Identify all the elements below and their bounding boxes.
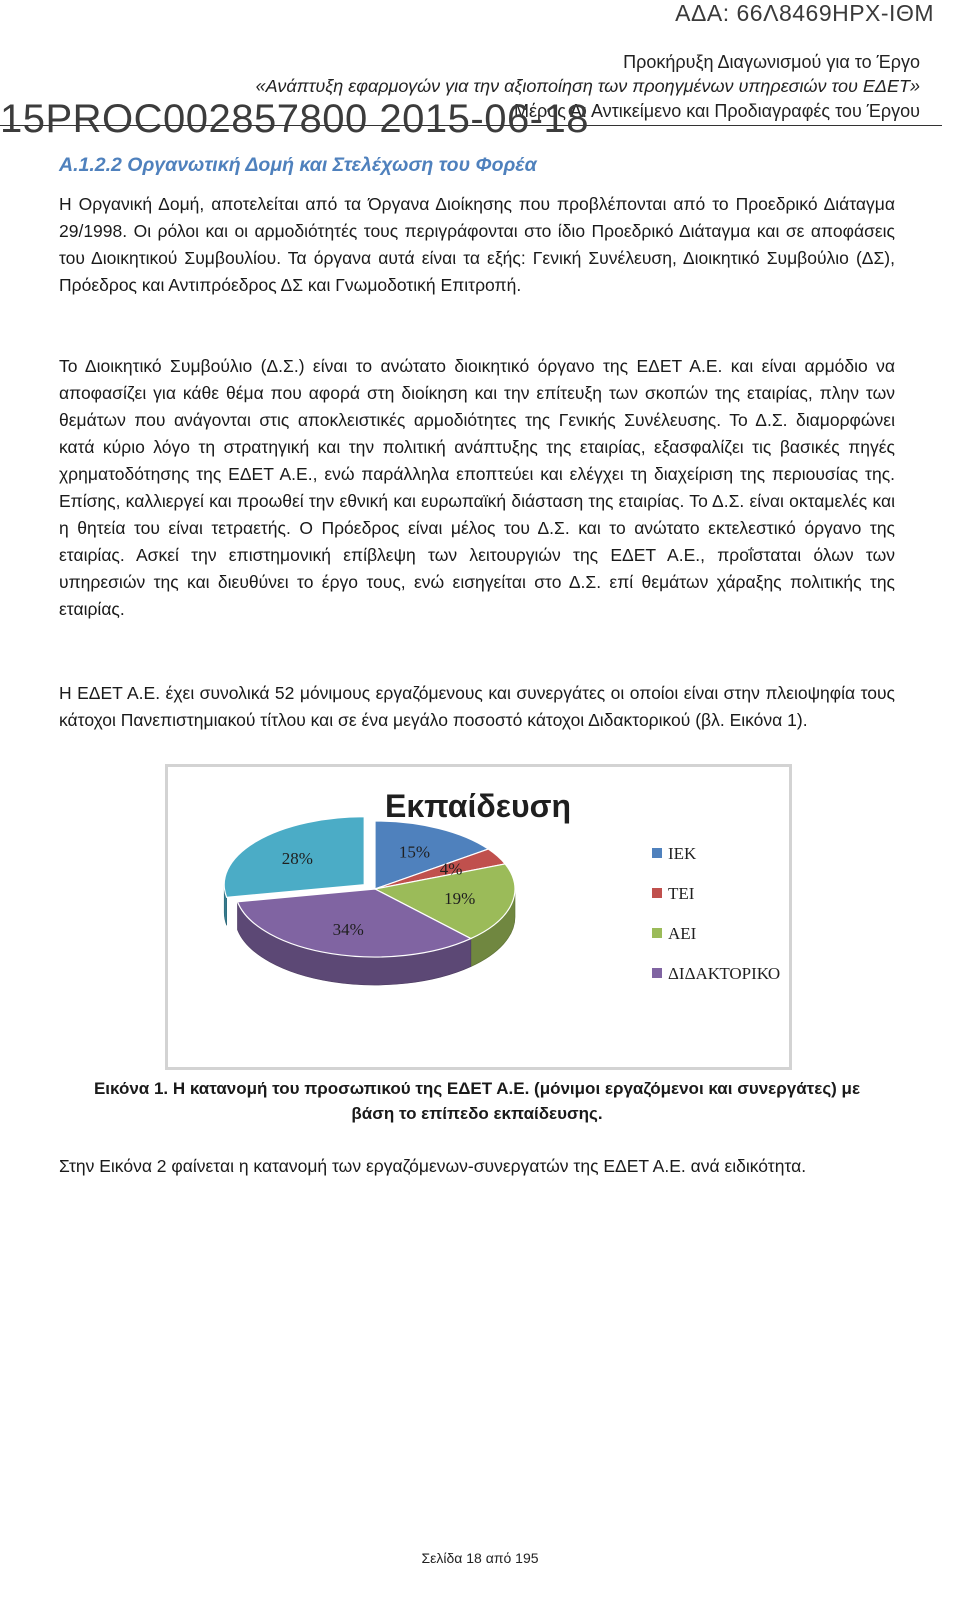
paragraph-board-of-directors: Το Διοικητικό Συμβούλιο (Δ.Σ.) είναι το ανώτατο διοικητικό όργανο της ΕΔΕΤ Α.Ε. και είναι αρμόδιο να αποφασίζει για κάθε θέμα που αφορά στη διοίκηση και την επίτευξη των σκοπών της εταιρίας, πλην των θεμάτων που ανάγονται στις αποκλειστικές αρμοδιότητες της Γενικής Συνέλευσης. Το Δ.Σ. διαμορφώνει κατά κύριο λόγο τη στρατηγική και την πολιτική ανάπτυξης της εταιρίας, εξασφαλίζει τις βασικές πηγές χρηματοδότησης της ΕΔΕΤ Α.Ε., ενώ παράλληλα εποπτεύει και ελέγχει τη διαχείριση της περιουσίας της. Επίσης, καλλιεργεί και προωθεί την εθνική και ευρωπαϊκή διάσταση της εταιρίας. Το Δ.Σ. είναι οκταμελές και η θητεία του είναι τετραετής. Ο Πρόεδρος είναι μέλος του Δ.Σ. και το ανώτατο εκτελεστικό όργανο της εταιρίας. Ασκεί την επιστημονική επίβλεψη των λειτουργιών της ΕΔΕΤ Α.Ε., προΐσταται όλων των υπηρεσιών της και διευθύνει το έργο τους, ενώ εισηγείται στο Δ.Σ. επί θεμάτων χάραξης πολιτικής της εταιρίας.	[59, 356, 895, 619]
chart-title: Εκπαίδευση	[384, 788, 572, 824]
pie-chart-svg	[168, 767, 789, 1067]
paragraph-staff: Η ΕΔΕΤ Α.Ε. έχει συνολικά 52 μόνιμους εργαζόμενους και συνεργάτες οι οποίοι είναι στην πλειοψηφία τους κάτοχοι Πανεπιστημιακού τίτλου και σε ένα μεγάλο ποσοστό κάτοχοι Διδακτορικού (βλ. Εικόνα 1).	[59, 683, 895, 730]
legend-label-3: ΔΙΔΑΚΤΟΡΙΚΟ	[668, 964, 781, 983]
legend-swatch-3	[652, 968, 662, 978]
header-line-part: Μέρος Α: Αντικείμενο και Προδιαγραφές του Έργου	[514, 101, 920, 121]
chart-legend	[652, 844, 780, 983]
section-title: Α.1.2.2 Οργανωτική Δομή και Στελέχωση του Φορέα	[59, 154, 537, 176]
header-line-project: «Ανάπτυξη εφαρμογών για την αξιοποίηση των προηγμένων υπηρεσιών του ΕΔΕΤ»	[255, 76, 920, 96]
slice-label-0: 15%	[398, 842, 430, 862]
slice-label-3: 34%	[332, 920, 364, 940]
legend-label-0: ΙΕΚ	[668, 844, 697, 863]
page-number: Σελίδα 18 από 195	[421, 1550, 539, 1566]
paragraph-specialties: Στην Εικόνα 2 φαίνεται η κατανομή των εργαζόμενων-συνεργατών της ΕΔΕΤ Α.Ε. ανά ειδικότητα.	[59, 1156, 807, 1176]
legend-swatch-2	[652, 928, 662, 938]
legend-swatch-1	[652, 888, 662, 898]
ada-code: ΑΔΑ: 66Λ8469ΗΡΧ-ΙΘΜ	[675, 0, 934, 26]
figure-caption-line-1: Εικόνα 1. Η κατανομή του προσωπικού της ΕΔΕΤ Α.Ε. (μόνιμοι εργαζόμενοι και συνεργάτες) με	[93, 1079, 861, 1098]
legend-label-1: ΤΕΙ	[668, 884, 695, 903]
education-pie-chart	[165, 764, 792, 1070]
figure-caption-line-2: βάση το επίπεδο εκπαίδευσης.	[351, 1104, 603, 1123]
document-stamp: 15PROC002857800 2015-06-18	[0, 97, 589, 141]
slice-label-1: 4%	[439, 859, 463, 879]
legend-label-2: ΑΕΙ	[668, 924, 697, 943]
slice-label-2: 19%	[444, 889, 476, 909]
paragraph-organizational-structure: Η Οργανική Δομή, αποτελείται από τα Όργανα Διοίκησης που προβλέπονται από το Προεδρικό Διάταγμα 29/1998. Οι ρόλοι και οι αρμοδιότητές τους περιγράφονται στο ίδιο Προεδρικό Διάταγμα και σε αποφάσεις του Διοικητικού Συμβουλίου. Τα όργανα αυτά είναι τα εξής: Γενική Συνέλευση, Διοικητικό Συμβούλιο (ΔΣ), Πρόεδρος και Αντιπρόεδρος ΔΣ και Γνωμοδοτική Επιτροπή.	[59, 194, 895, 295]
header-line-tender: Προκήρυξη Διαγωνισμού για το Έργο	[623, 52, 920, 72]
legend-swatch-0	[652, 848, 662, 858]
figure-caption	[59, 1076, 895, 1126]
slice-label-4: 28%	[281, 848, 313, 868]
